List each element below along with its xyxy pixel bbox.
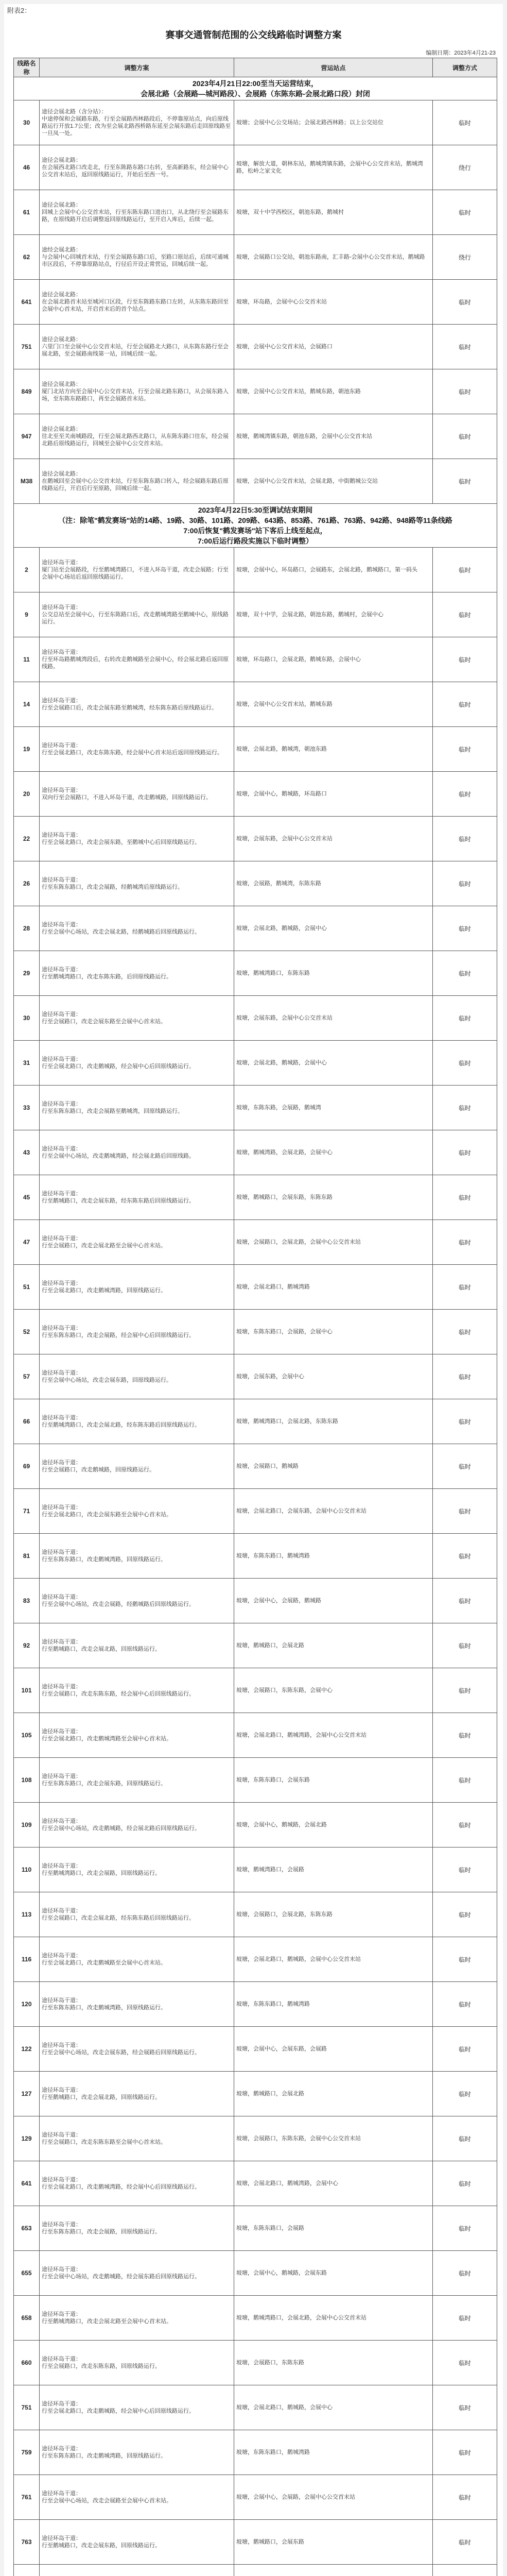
route-stops: 坡塘，东陈东路口，鹅城湾路 (234, 1534, 433, 1579)
route-adjust-method: 临时 (433, 2027, 497, 2072)
table-row (14, 2072, 497, 2116)
table-row (14, 190, 497, 235)
route-adjust-method: 绕行 (433, 145, 497, 190)
route-number: 26 (14, 861, 40, 906)
route-stops: 坡塘，会展东路，会展中心公交首末站 (234, 996, 433, 1041)
route-adjust-method: 临时 (433, 1803, 497, 1848)
table-row (14, 2520, 497, 2565)
route-plan: 途径环岛干道： 行至会展北路口，改走鹅城湾路至会展中心首末站。 (40, 1713, 234, 1758)
route-plan: 途径环岛干道： 行至东陈东路口，改走鹅城湾路，回原线路运行。 (40, 1982, 234, 2027)
route-plan: 途径环岛干道： 行至会展中心场站，改走会展东路，回原线路运行。 (40, 1354, 234, 1399)
route-plan: 途径会展北路： 厦门北站方向至会展中心公交首末站，行至会展北路东路口，从会展东路入场，至东陈东路路口，再至会展路首末站。 (40, 369, 234, 414)
marker-b (14, 504, 497, 548)
route-plan: 途径会展北路： 回城上会展中心公交首末站，行至东陈东路口进出口，从北绕行至会展路东路，在原线路开启后调整返回原线路运行，至开启入库后，后续一起。 (40, 190, 234, 235)
table-row (14, 2565, 497, 2576)
route-number: 29 (14, 951, 40, 996)
table-row (14, 682, 497, 727)
route-number: 30 (14, 996, 40, 1041)
route-number: 28 (14, 906, 40, 951)
route-stops (234, 2565, 433, 2576)
route-stops: 坡塘，双十中学，会展北路，朝池东路，鹅城村，会展中心 (234, 592, 433, 637)
route-plan: 途径环岛干道： 行至会展北路口，改走东陈东路，经会展中心首末站后返回原线路运行。 (40, 727, 234, 772)
route-stops: 坡塘，东陈东路口，鹅城湾路 (234, 2430, 433, 2475)
table-row (14, 1758, 497, 1803)
route-number: 116 (14, 1937, 40, 1982)
route-adjust-method: 临时 (433, 1489, 497, 1534)
route-plan: 途径会展北路（含分站）： 中途停保和会展路东路，行至会展路西林路段后，不停靠原站点，向后原线路运行开放1.7公里；改为至会展北路西桥路东延至会展东路后走回原线路至一旦凤一处。 (40, 100, 234, 145)
route-plan: 途径环岛干道： 行至会展中心场站，改走会展路，经鹅城路后回原线路运行。 (40, 1579, 234, 1623)
table-row (14, 2251, 497, 2296)
route-plan: 途径环岛干道： 行至会展路口，改走会展北路，经东陈东路后回原线路运行。 (40, 1892, 234, 1937)
route-number: 129 (14, 2116, 40, 2161)
table-row (14, 1354, 497, 1399)
table-row (14, 1848, 497, 1892)
route-number: 31 (14, 1041, 40, 1086)
banner-closure-b: 2023年4月22日5:30至调试结束期间 （注：除笔"鹤发赛场"站的14路、19路、30路、101路、209路、643路、853路、761路、763路、942路、948路等11条线路 7:00后恢复"鹤发赛场"站下客后上线至起点， 7:00后运行路段实施以下临时调整） (14, 504, 497, 548)
route-stops: 坡塘，鹅城路口，会展东路 (234, 2520, 433, 2565)
route-plan: 途径环岛干道： 行至东陈东路口，改走会展路，经鹅城湾后原线路运行。 (40, 861, 234, 906)
route-number: 66 (14, 1399, 40, 1444)
route-plan: 途径环岛干道： 双向行至会展路口，不进入环岛干道，改走鹅城路，回原线路运行。 (40, 772, 234, 817)
table-row (14, 2206, 497, 2251)
table-row (14, 369, 497, 414)
route-stops: 坡塘，会展北路口，鹅城湾路 (234, 1265, 433, 1310)
table-row (14, 772, 497, 817)
table-row (14, 1623, 497, 1668)
route-plan: 途径环岛干道： 行至鹅城湾路口，改走会展路，回原线路运行。 (40, 1848, 234, 1892)
route-number: 11 (14, 637, 40, 682)
route-number: 120 (14, 1982, 40, 2027)
route-number: 62 (14, 235, 40, 280)
route-plan: 途径环岛干道： 行至会展中心场站，改走鹅城湾路，经会展北路后回原线路。 (40, 1130, 234, 1175)
table-row (14, 145, 497, 190)
route-number: 57 (14, 1354, 40, 1399)
route-stops: 坡塘，会展中心，会展路，鹅城路 (234, 1579, 433, 1623)
route-number: 33 (14, 1086, 40, 1130)
table-row (14, 1579, 497, 1623)
route-adjust-method: 临时 (433, 2251, 497, 2296)
document-date: 编制日期：2023年4月21-23 (426, 50, 496, 56)
route-stops: 坡塘，会展中心公交首末站，鹅城东路，朝池东路 (234, 369, 433, 414)
route-plan: 途径会展北路： 在鹅城回至会展中心公交首末站，行至东陈东路口转入，经会展路东路后原线路运行，开启后行至原路，回城后续一起。 (40, 459, 234, 504)
route-stops: 坡塘，鹅城湾路口，会展北路，会展中心公交首末站 (234, 2296, 433, 2341)
route-number: 101 (14, 1668, 40, 1713)
route-number: 45 (14, 1175, 40, 1220)
route-stops: 坡塘，东陈东路，会展路，鹅城湾 (234, 1086, 433, 1130)
route-adjust-method: 临时 (433, 1086, 497, 1130)
route-number: 30 (14, 100, 40, 145)
route-number: 105 (14, 1713, 40, 1758)
route-stops: 坡塘，东陈东路口，会展路 (234, 2206, 433, 2251)
route-stops: 坡塘，会展北路口，鹅城路，会展中心公交首末站 (234, 1937, 433, 1982)
route-number: 43 (14, 1130, 40, 1175)
route-adjust-method: 临时 (433, 1310, 497, 1354)
route-number: 127 (14, 2072, 40, 2116)
route-adjust-method: 临时 (433, 100, 497, 145)
route-number: 947 (14, 414, 40, 459)
table-row (14, 325, 497, 369)
route-plan: 途径环岛干道： 行至东陈东路口，改走会展东路，回原线路运行。 (40, 1758, 234, 1803)
route-stops: 坡塘；会展中心公交场站；会展北路西林路；以上公交站位 (234, 100, 433, 145)
route-adjust-method: 临时 (433, 592, 497, 637)
table-row (14, 727, 497, 772)
route-number: 51 (14, 1265, 40, 1310)
route-stops: 坡塘，鹅城湾镇东路，朝池东路，会展中心公交首末站 (234, 414, 433, 459)
banner-closure-a: 2023年4月21日22:00至当天运营结束， 会展北路（会展路—城河路段）、会展路（东陈东路-会展北路口段）封闭 (14, 77, 497, 100)
route-number: 14 (14, 682, 40, 727)
route-adjust-method: 临时 (433, 1937, 497, 1982)
route-stops: 坡塘，东陈东路口，会展东路 (234, 1758, 433, 1803)
route-plan (40, 2565, 234, 2576)
route-plan: 途径环岛干道： 行至东陈东路口，改走鹅城湾路，回原线路运行。 (40, 2430, 234, 2475)
route-adjust-method: 临时 (433, 1758, 497, 1803)
route-stops: 坡塘，会展路口，会展北路，东陈东路 (234, 1892, 433, 1937)
route-stops: 坡塘，鹅城湾路口，会展北路，东陈东路 (234, 1399, 433, 1444)
route-number: 47 (14, 1220, 40, 1265)
route-adjust-method: 临时 (433, 637, 497, 682)
route-adjust-method: 临时 (433, 1668, 497, 1713)
route-number: 92 (14, 1623, 40, 1668)
route-adjust-method: 临时 (433, 1982, 497, 2027)
table-row (14, 2027, 497, 2072)
route-plan: 途径环岛干道： 行至会展北路口，改走鹅城路，经会展中心后回原线路运行。 (40, 2385, 234, 2430)
route-stops: 坡塘，会展中心公交首末站，鹅城东路 (234, 682, 433, 727)
route-number: 83 (14, 1579, 40, 1623)
table-row (14, 1310, 497, 1354)
route-stops: 坡塘，鹅城路口，会展北路 (234, 2072, 433, 2116)
route-number: 751 (14, 2385, 40, 2430)
route-plan: 途径环岛干道： 行至会展路口后，改走会展东路至鹅城湾，经东陈东路后原线路运行。 (40, 682, 234, 727)
route-stops: 坡塘，会展路口，会展北路，会展中心公交首末站 (234, 1220, 433, 1265)
route-stops: 坡塘，东陈东路口，会展路，会展中心 (234, 1310, 433, 1354)
route-adjust-method: 临时 (433, 1848, 497, 1892)
route-number: 660 (14, 2341, 40, 2385)
route-plan: 途径环岛干道： 行至会展路口，改走会展北路至会展中心首末站。 (40, 1220, 234, 1265)
route-plan: 途径环岛干道： 行至东陈东路口，改走鹅城湾路，回原线路运行。 (40, 1534, 234, 1579)
route-adjust-method: 临时 (433, 2520, 497, 2565)
route-number: 22 (14, 817, 40, 861)
route-stops: 坡塘，会展中心，会展东路，会展路 (234, 2027, 433, 2072)
route-adjust-method: 临时 (433, 996, 497, 1041)
attachment-label: 附表2： (7, 7, 31, 14)
route-plan: 途径环岛干道： 行至鹅城路口，改走会展东路，经东陈东路后回原线路运行。 (40, 1175, 234, 1220)
route-plan: 途径会展北路： 在会展北路首末站至城河口区段，行至东陈路东路口左转，从东陈东路回至会展中心首末站，开启首末后的首个站点。 (40, 280, 234, 325)
route-adjust-method: 临时 (433, 1175, 497, 1220)
route-plan: 途径环岛干道： 行至鹅城湾路口，改走会展北路至会展中心首末站。 (40, 2296, 234, 2341)
route-number: 761 (14, 2475, 40, 2520)
route-plan: 途径环岛干道： 行至会展北路口，改走鹅城湾路，回原线路运行。 (40, 1265, 234, 1310)
route-adjust-method: 临时 (433, 2475, 497, 2520)
route-adjust-method: 临时 (433, 369, 497, 414)
route-adjust-method: 临时 (433, 2206, 497, 2251)
route-plan: 途径环岛干道： 行至会展中心场站，改走鹅城路，经会展北路后回原线路运行。 (40, 1803, 234, 1848)
route-number: 110 (14, 1848, 40, 1892)
route-plan: 途径环岛干道： 行至会展路口，改走鹅城路，回原线路运行。 (40, 1444, 234, 1489)
table-row (14, 1130, 497, 1175)
route-stops: 坡塘，会展中心公交首末站，会展路口 (234, 325, 433, 369)
table-row (14, 1534, 497, 1579)
route-number: 108 (14, 1758, 40, 1803)
table-row (14, 1668, 497, 1713)
table-row (14, 548, 497, 592)
route-number: 641 (14, 280, 40, 325)
table-row (14, 1489, 497, 1534)
route-adjust-method: 临时 (433, 1220, 497, 1265)
route-adjust-method: 临时 (433, 817, 497, 861)
route-number: 9 (14, 592, 40, 637)
route-number: 641 (14, 2161, 40, 2206)
route-adjust-method: 临时 (433, 861, 497, 906)
route-plan: 途径环岛干道： 公交总站至会展中心，行至东陈路口后，改走鹅城湾路至鹅城中心，原线路运行。 (40, 592, 234, 637)
route-stops: 坡塘，会展路口，鹅城路 (234, 1444, 433, 1489)
route-stops: 坡塘，会展北路，鹅城湾，朝池东路 (234, 727, 433, 772)
table-row (14, 1086, 497, 1130)
route-number: 113 (14, 1892, 40, 1937)
route-adjust-method: 临时 (433, 2072, 497, 2116)
route-plan: 途径环岛干道： 行至会展路口，改走会展东路至会展中心首末站。 (40, 996, 234, 1041)
route-plan: 途径环岛干道： 行至环岛路鹅城湾段后，右转改走鹅城路至会展中心，经会展北路后返回原线路。 (40, 637, 234, 682)
route-plan: 途径环岛干道： 行至会展北路口，改走会展东路，至鹅城中心后回原线路运行。 (40, 817, 234, 861)
route-plan: 途径会展北路： 六里门口至会展中心公交首末站，行至会展路北大路口，从东陈东路行至会展北路，至会展路南线第一站，回城后续一起。 (40, 325, 234, 369)
route-plan: 途径会展北路： 往北至至关南城路段，行至会展北路西北路口，从东陈东路口往东，经会展北路后原线路运行，回城至会展中心公交首末站。 (40, 414, 234, 459)
column-header-method: 调整方式 (433, 58, 497, 77)
route-adjust-method: 临时 (433, 1041, 497, 1086)
route-adjust-method: 临时 (433, 414, 497, 459)
route-number: 20 (14, 772, 40, 817)
table-row (14, 2430, 497, 2475)
route-plan: 途径环岛干道： 行至会展北路口，改走会展东路至会展中心首末站。 (40, 1489, 234, 1534)
route-plan: 途径环岛干道： 行至会展中心场站，改走鹅城路，经会展东路后回原线路运行。 (40, 2251, 234, 2296)
route-number: 751 (14, 325, 40, 369)
column-header-stops: 营运站点 (234, 58, 433, 77)
route-adjust-method: 绕行 (433, 235, 497, 280)
route-adjust-method: 临时 (433, 190, 497, 235)
table-row (14, 1220, 497, 1265)
route-stops: 坡塘，会展中心，会展路，会展中心公交首末站 (234, 2475, 433, 2520)
table-row (14, 861, 497, 906)
route-stops: 坡塘，会展东路，会展中心公交首末站 (234, 817, 433, 861)
table-row (14, 2475, 497, 2520)
route-plan: 途径环岛干道： 行至会展北路口，改走鹅城湾路，经会展中心后回原线路运行。 (40, 2161, 234, 2206)
route-plan: 途径环岛干道： 行至会展中心场站，改走会展路至会展中心首末站。 (40, 2475, 234, 2520)
route-plan: 途径环岛干道： 行至鹅城路口，改走会展东路，回原线路运行。 (40, 2520, 234, 2565)
route-number: 122 (14, 2027, 40, 2072)
route-number: 2 (14, 548, 40, 592)
route-number: 69 (14, 1444, 40, 1489)
route-stops: 坡塘，鹅城路口，会展北路 (234, 1623, 433, 1668)
route-number: M38 (14, 459, 40, 504)
document-page (4, 4, 503, 2576)
table-row (14, 235, 497, 280)
route-adjustment-table (13, 58, 497, 2576)
route-number: 759 (14, 2430, 40, 2475)
route-adjust-method: 临时 (433, 548, 497, 592)
route-stops: 坡塘，会展北路口，会展东路，会展中心公交首末站 (234, 1489, 433, 1534)
route-plan: 途径环岛干道： 行至东陈东路口，改走会展路至鹅城湾，回原线路运行。 (40, 1086, 234, 1130)
route-stops: 坡塘，会展路，鹅城湾，东陈东路 (234, 861, 433, 906)
route-plan: 途径环岛干道： 厦门站至会展路段，行至鹅城湾路口，不进入环岛干道，改走会展路；行至会展中心场站后返回原线路运行。 (40, 548, 234, 592)
table-row (14, 1175, 497, 1220)
table-row (14, 1265, 497, 1310)
route-plan: 途径环岛干道： 行至会展北路口，改走鹅城路至会展中心首末站。 (40, 1937, 234, 1982)
route-stops: 坡塘，会展路口，东陈东路，会展中心 (234, 1668, 433, 1713)
table-row (14, 1444, 497, 1489)
route-plan: 途径环岛干道： 行至鹅城湾路口，改走会展北路，经东陈东路后回原线路运行。 (40, 1399, 234, 1444)
route-adjust-method: 临时 (433, 1534, 497, 1579)
route-number: 19 (14, 727, 40, 772)
table-row (14, 592, 497, 637)
route-adjust-method: 临时 (433, 906, 497, 951)
table-row (14, 2296, 497, 2341)
route-number: 52 (14, 1310, 40, 1354)
table-row (14, 996, 497, 1041)
table-row (14, 100, 497, 145)
table-row (14, 2161, 497, 2206)
route-number: 658 (14, 2296, 40, 2341)
table-row (14, 906, 497, 951)
table-row (14, 2385, 497, 2430)
route-stops: 坡塘，环岛路口，会展北路，鹅城东路，会展中心 (234, 637, 433, 682)
table-row (14, 637, 497, 682)
document-title: 赛事交通管制范围的公交线路临时调整方案 (165, 30, 342, 40)
route-stops: 坡塘，会展北路口，鹅城湾路，会展中心 (234, 2161, 433, 2206)
route-plan: 途径环岛干道： 行至会展中心场站，改走会展北路，经鹅城路后回原线路运行。 (40, 906, 234, 951)
route-adjust-method: 临时 (433, 772, 497, 817)
route-stops: 坡塘，会展路口公交站，朝池东路南，汇丰路-会展中心公交首末站，鹅城路 (234, 235, 433, 280)
route-plan: 途径环岛干道： 行至会展路口，改走东陈东路至会展中心首末站。 (40, 2116, 234, 2161)
route-adjust-method: 临时 (433, 2296, 497, 2341)
route-adjust-method: 临时 (433, 2341, 497, 2385)
route-adjust-method: 临时 (433, 2385, 497, 2430)
route-stops: 坡塘，鹅城湾路，会展北路，会展中心 (234, 1130, 433, 1175)
route-adjust-method: 临时 (433, 459, 497, 504)
route-plan: 途径环岛干道： 行至会展路口，改走东陈东路，回原线路运行。 (40, 2341, 234, 2385)
table-row (14, 459, 497, 504)
table-row (14, 951, 497, 996)
route-stops: 坡塘，会展中心，鹅城路，会展北路 (234, 1803, 433, 1848)
route-number: 109 (14, 1803, 40, 1848)
route-adjust-method: 临时 (433, 2161, 497, 2206)
route-stops: 坡塘，会展北路口，鹅城湾路，会展中心公交首末站 (234, 1713, 433, 1758)
column-header-route: 线路名称 (14, 58, 40, 77)
route-number: 61 (14, 190, 40, 235)
route-plan: 途径环岛干道： 行至鹅城路口，改走会展北路，回原线路运行。 (40, 2072, 234, 2116)
route-adjust-method (433, 2565, 497, 2576)
route-adjust-method: 临时 (433, 1399, 497, 1444)
route-adjust-method: 临时 (433, 325, 497, 369)
route-plan: 途径环岛干道： 行至会展中心场站，改走会展东路，经会展路后回原线路运行。 (40, 2027, 234, 2072)
column-header-plan: 调整方案 (40, 58, 234, 77)
route-plan: 途径环岛干道： 行至会展北路口，改走鹅城路，经会展中心后回原线路运行。 (40, 1041, 234, 1086)
banner-row-closure-a (14, 77, 497, 100)
route-stops: 坡塘，会展中心公交首末站，会展北路，中街鹅城公交站 (234, 459, 433, 504)
route-stops: 坡塘，鹅城路口，会展东路，东陈东路 (234, 1175, 433, 1220)
route-adjust-method: 临时 (433, 1623, 497, 1668)
route-plan: 途径环岛干道： 行至鹅城湾路口，改走东陈东路，后回原线路运行。 (40, 951, 234, 996)
route-number (14, 2565, 40, 2576)
route-plan: 途径环岛干道： 行至会展路口，改走东陈东路，经会展中心后回原线路运行。 (40, 1668, 234, 1713)
route-adjust-method: 临时 (433, 1892, 497, 1937)
route-adjust-method: 临时 (433, 1130, 497, 1175)
route-stops: 坡塘，环岛路，会展中心公交首末站 (234, 280, 433, 325)
route-stops: 坡塘，东陈东路口，鹅城湾路 (234, 1982, 433, 2027)
table-row (14, 2341, 497, 2385)
route-number: 71 (14, 1489, 40, 1534)
table-row (14, 2116, 497, 2161)
route-stops: 坡塘，会展东路，会展中心 (234, 1354, 433, 1399)
route-adjust-method: 临时 (433, 2116, 497, 2161)
route-stops: 坡塘，会展路口，东陈东路，会展中心公交首末站 (234, 2116, 433, 2161)
table-row (14, 1713, 497, 1758)
route-plan: 途经会展北路： 与会展中心回城首末站，行至会展路东路口后，至路口原站后，后续可通城市区段后，不停靠原路站点，行径后开设正常营运，回城后续一起。 (40, 235, 234, 280)
route-plan: 途径环岛干道： 行至东陈东路口，改走会展路，回原线路运行。 (40, 2206, 234, 2251)
route-number: 81 (14, 1534, 40, 1579)
route-adjust-method: 临时 (433, 1444, 497, 1489)
table-row (14, 414, 497, 459)
route-number: 46 (14, 145, 40, 190)
route-number: 653 (14, 2206, 40, 2251)
route-stops: 坡塘，会展中心，鹅城路，会展东路 (234, 2251, 433, 2296)
route-stops: 坡塘，会展北路口，鹅城路，会展中心 (234, 2385, 433, 2430)
table-row (14, 817, 497, 861)
route-stops: 坡塘，鹅城湾路口，会展路 (234, 1848, 433, 1892)
route-stops: 坡塘，会展中心，环岛路口，会展路东，会展北路，鹅城路口，第一码头 (234, 548, 433, 592)
route-number: 655 (14, 2251, 40, 2296)
route-adjust-method: 临时 (433, 1354, 497, 1399)
route-adjust-method: 临时 (433, 2430, 497, 2475)
route-stops: 坡塘，会展路口，东陈东路 (234, 2341, 433, 2385)
route-plan: 途径环岛干道： 行至鹅城路口，改走会展北路，回原线路运行。 (40, 1623, 234, 1668)
route-stops: 坡塘，会展中心，鹅城路，环岛路口 (234, 772, 433, 817)
route-stops: 坡塘，双十中学西校区，朝池东路，鹅城村 (234, 190, 433, 235)
table-row (14, 1892, 497, 1937)
table-row (14, 1803, 497, 1848)
table-row (14, 1982, 497, 2027)
table-row (14, 1937, 497, 1982)
table-header-row (14, 58, 497, 77)
route-adjust-method: 临时 (433, 1713, 497, 1758)
route-adjust-method: 临时 (433, 951, 497, 996)
route-adjust-method: 临时 (433, 682, 497, 727)
route-stops: 坡塘，会展北路，鹅城路，会展中心 (234, 906, 433, 951)
route-number: 763 (14, 2520, 40, 2565)
table-row (14, 1399, 497, 1444)
route-adjust-method: 临时 (433, 280, 497, 325)
table-row (14, 1041, 497, 1086)
route-number: 849 (14, 369, 40, 414)
route-adjust-method: 临时 (433, 727, 497, 772)
route-plan: 途径会展北路： 在会展西北路口改走北，行至东陈路东路口右转，至高新路东，经会展中心公交首末站后，返回原线路运行，开始后至西一号。 (40, 145, 234, 190)
route-stops: 坡塘，会展北路，鹅城路，会展中心 (234, 1041, 433, 1086)
route-adjust-method: 临时 (433, 1579, 497, 1623)
table-row (14, 280, 497, 325)
route-adjust-method: 临时 (433, 1265, 497, 1310)
route-plan: 途径环岛干道： 行至东陈东路口，改走会展路，经会展中心后回原线路运行。 (40, 1310, 234, 1354)
route-stops: 坡塘，鹅城湾路口，东陈东路 (234, 951, 433, 996)
route-stops: 坡塘，解放大道，朝林东站，鹅城湾镇东路，会展中心公交首末站，鹅城湾路，松岭之家文化 (234, 145, 433, 190)
